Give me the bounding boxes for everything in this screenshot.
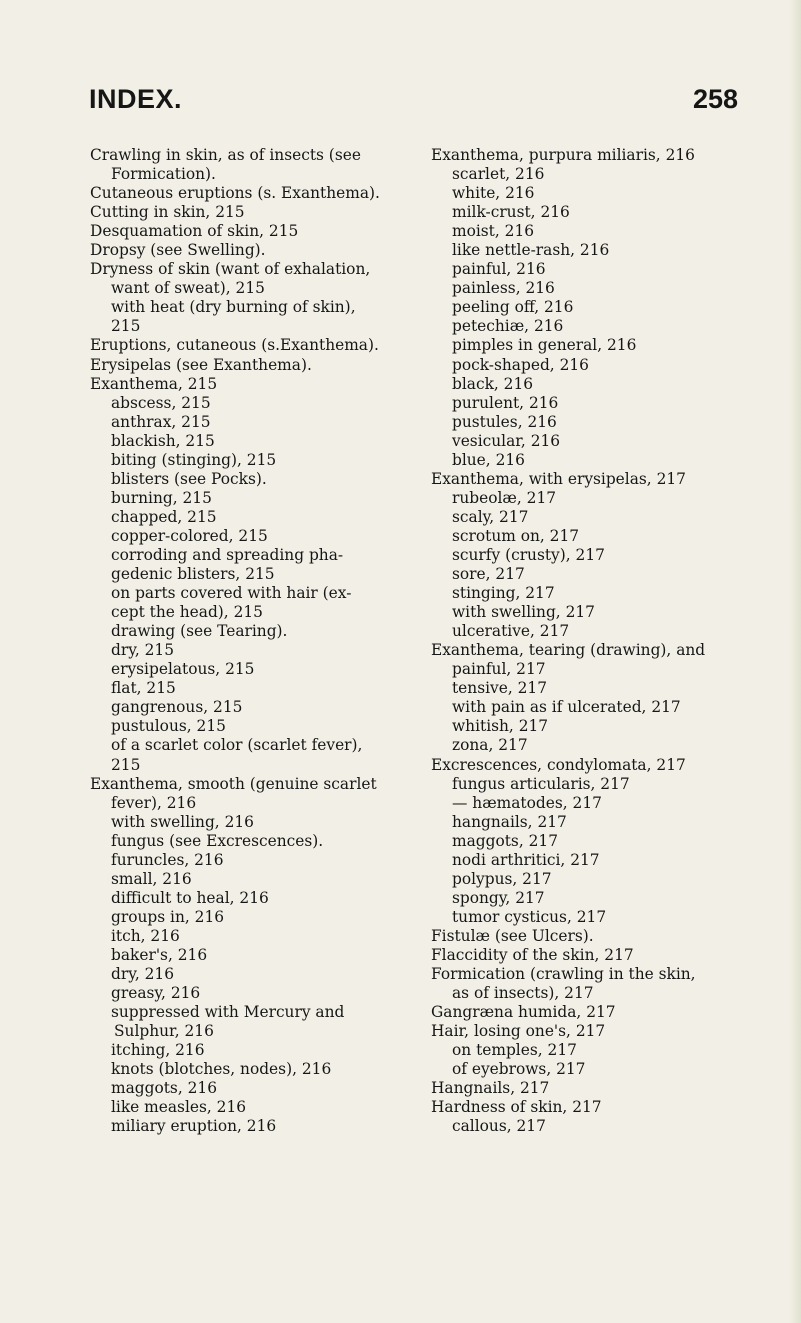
index-subentry: 215 [111,755,141,774]
index-subentry: 215 [111,317,141,336]
index-subentry: hangnails, 217 [452,812,567,831]
index-subentry: want of sweat), 215 [111,279,265,298]
index-subentry: Sulphur, 216 [114,1022,214,1041]
index-subentry: painless, 216 [452,279,555,298]
index-subentry: drawing (see Tearing). [111,622,288,641]
index-subentry: of a scarlet color (scarlet fever), [111,736,363,755]
index-entry: Exanthema, purpura miliaris, 216 [431,146,695,164]
index-subentry: milk-crust, 216 [452,203,570,222]
index-subentry: as of insects), 217 [452,984,594,1003]
page-edge-shading [789,0,801,1323]
index-subentry: miliary eruption, 216 [111,1117,277,1136]
index-entry: Formication (crawling in the skin, [431,965,696,984]
index-subentry: whitish, 217 [452,717,549,736]
index-subentry: like nettle-rash, 216 [452,241,610,260]
index-subentry: difficult to heal, 216 [111,888,269,907]
index-subentry: baker's, 216 [111,945,208,964]
index-entry: Erysipelas (see Exanthema). [90,355,312,374]
index-subentry: abscess, 215 [111,393,211,412]
running-head-title: INDEX. [89,84,183,114]
index-entry: Exanthema, tearing (drawing), and [431,641,706,660]
index-subentry: biting (stinging), 215 [111,450,277,469]
index-subentry: white, 216 [452,184,535,203]
index-subentry: furuncles, 216 [111,850,224,869]
index-entry: Exanthema, with erysipelas, 217 [431,469,686,488]
index-entry: Eruptions, cutaneous (s.Exanthema). [90,336,379,355]
index-subentry: dry, 215 [111,641,175,660]
index-subentry: with swelling, 217 [452,603,595,622]
index-subentry: peeling off, 216 [452,298,574,317]
index-subentry: petechiæ, 216 [452,317,564,336]
index-subentry: rubeolæ, 217 [452,488,557,507]
index-subentry: blisters (see Pocks). [111,469,267,488]
index-subentry: black, 216 [452,374,534,393]
index-subentry: spongy, 217 [452,888,545,907]
index-entry: Desquamation of skin, 215 [90,222,299,241]
index-subentry: pustulous, 215 [111,717,226,736]
index-subentry: fever), 216 [111,793,197,812]
index-subentry: maggots, 216 [111,1079,217,1098]
index-column-left [90,146,412,1136]
index-entry: Fistulæ (see Ulcers). [431,926,594,945]
index-entry: Excrescences, condylomata, 217 [431,755,686,774]
index-subentry: knots (blotches, nodes), 216 [111,1060,332,1079]
index-subentry: tensive, 217 [452,679,547,698]
index-subentry: cept the head), 215 [111,603,263,622]
index-entry: Cutaneous eruptions (s. Exanthema). [90,184,380,203]
index-entry: Hair, losing one's, 217 [431,1022,606,1041]
index-entry: Hangnails, 217 [431,1079,550,1098]
index-subentry: moist, 216 [452,222,535,241]
index-subentry: of eyebrows, 217 [452,1060,586,1079]
index-entry: Hardness of skin, 217 [431,1098,602,1117]
index-entry: Gangræna humida, 217 [431,1003,616,1022]
index-subentry: with pain as if ulcerated, 217 [452,698,681,717]
index-subentry: on temples, 217 [452,1041,577,1060]
index-subentry: blue, 216 [452,450,525,469]
index-entry: Exanthema, smooth (genuine scarlet [90,774,377,793]
index-subentry: pimples in general, 216 [452,336,637,355]
index-subentry: on parts covered with hair (ex- [111,584,352,603]
index-subentry: gedenic blisters, 215 [111,565,275,584]
index-subentry: burning, 215 [111,488,212,507]
index-subentry: polypus, 217 [452,869,552,888]
index-subentry: zona, 217 [452,736,528,755]
index-subentry: painful, 217 [452,660,546,679]
page-number: 258 [692,84,738,114]
index-subentry: tumor cysticus, 217 [452,907,607,926]
index-subentry: ulcerative, 217 [452,622,570,641]
index-subentry: dry, 216 [111,965,175,984]
index-subentry: flat, 215 [111,679,176,698]
index-subentry: — hæmatodes, 217 [452,793,602,812]
index-subentry: groups in, 216 [111,907,225,926]
index-subentry: with swelling, 216 [111,812,254,831]
index-subentry: maggots, 217 [452,831,558,850]
index-entry: Dropsy (see Swelling). [90,241,266,260]
index-entry: Cutting in skin, 215 [90,203,245,222]
index-entry: Exanthema, 215 [90,374,218,393]
index-subentry: with heat (dry burning of skin), [111,298,356,317]
index-subentry: pock-shaped, 216 [452,355,589,374]
index-subentry: small, 216 [111,869,192,888]
index-entry: Crawling in skin, as of insects (see [90,146,361,164]
index-subentry: nodi arthritici, 217 [452,850,600,869]
index-subentry: greasy, 216 [111,984,201,1003]
index-entry: Dryness of skin (want of exhalation, [90,260,371,279]
index-subentry: itch, 216 [111,926,180,945]
index-subentry: suppressed with Mercury and [111,1003,345,1022]
index-subentry: fungus articularis, 217 [452,774,630,793]
index-subentry: copper-colored, 215 [111,526,268,545]
index-subentry: scarlet, 216 [452,165,545,184]
index-subentry: vesicular, 216 [452,431,561,450]
index-subentry: Formication). [111,165,216,184]
index-subentry: like measles, 216 [111,1098,247,1117]
index-subentry: fungus (see Excrescences). [111,831,324,850]
index-subentry: scurfy (crusty), 217 [452,545,605,564]
index-column-right [431,146,763,1136]
index-subentry: gangrenous, 215 [111,698,243,717]
index-subentry: anthrax, 215 [111,412,211,431]
index-subentry: painful, 216 [452,260,546,279]
index-subentry: blackish, 215 [111,431,215,450]
index-subentry: erysipelatous, 215 [111,660,255,679]
index-entry: Flaccidity of the skin, 217 [431,945,634,964]
index-subentry: callous, 217 [452,1117,546,1136]
index-subentry: itching, 216 [111,1041,205,1060]
index-subentry: chapped, 215 [111,507,217,526]
index-subentry: sore, 217 [452,565,525,584]
index-subentry: stinging, 217 [452,584,555,603]
index-subentry: scaly, 217 [452,507,529,526]
index-subentry: pustules, 216 [452,412,557,431]
index-subentry: scrotum on, 217 [452,526,580,545]
index-subentry: corroding and spreading pha- [111,545,344,564]
index-subentry: purulent, 216 [452,393,559,412]
